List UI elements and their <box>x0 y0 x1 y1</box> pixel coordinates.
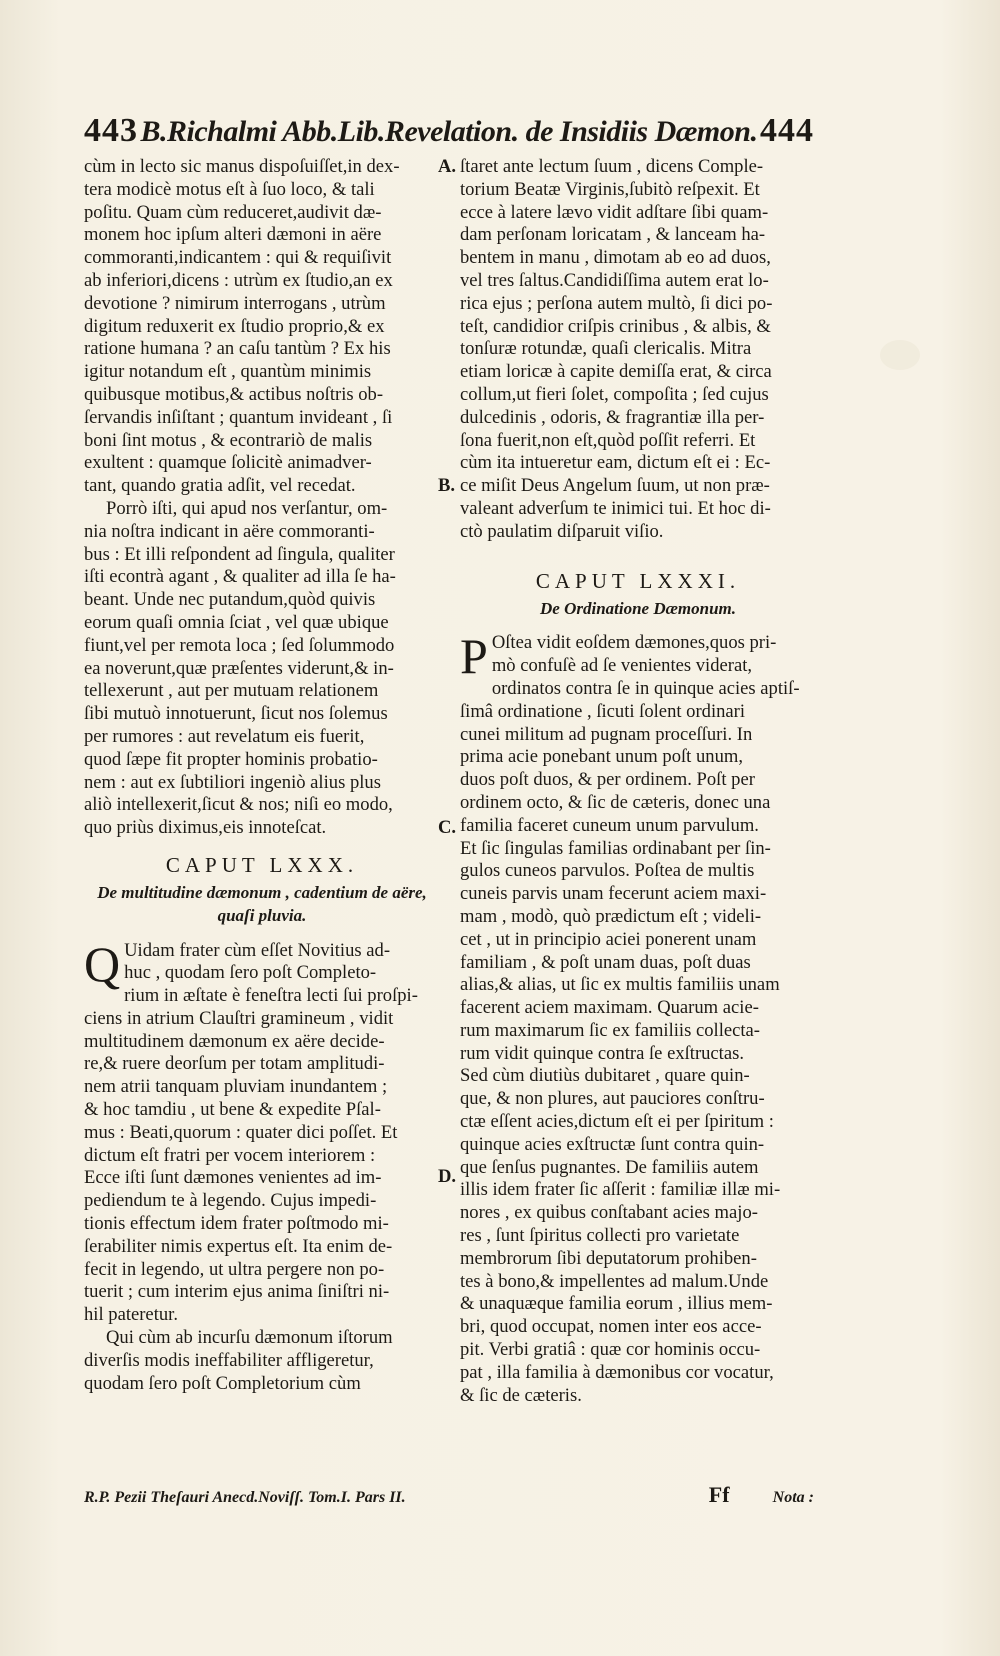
text-line: rum vidit quinque contra ſe exſtructas. <box>460 1042 744 1064</box>
text-line: ce miſit Deus Angelum ſuum, ut non præ- <box>460 475 770 497</box>
spacer <box>460 544 816 556</box>
text-line: duos poſt duos, & per ordinem. Poſt per <box>460 769 755 791</box>
text-line: fiunt,vel per remota loca ; ſed ſolummodo <box>84 634 395 656</box>
text-line: igitur notandum eſt , quantùm minimis <box>84 361 372 383</box>
text-line: beant. Unde nec putandum,quòd quivis <box>84 589 376 611</box>
left-column <box>84 156 440 1395</box>
text-line: Oſtea vidit eoſdem dæmones,quos pri- <box>491 632 777 654</box>
text-line: Sed cùm diutiùs dubitaret , quare quin- <box>460 1065 750 1087</box>
spacer <box>460 620 816 632</box>
text-line: rium in æſtate è feneſtra lecti ſui proſpi- <box>124 985 418 1007</box>
text-line: bus : Et illi reſpondent ad ſingula, qualiter <box>84 543 395 565</box>
text-line: digitum reduxerit ex ſtudio proprio,& ex <box>84 315 385 337</box>
text-line: bri, quod occupat, nomen inter eos acce- <box>460 1316 762 1338</box>
text-line: tuerit ; cum interim ejus anima ſiniſtri ni- <box>84 1281 390 1303</box>
text-line: nia noſtra indicant in aëre commoranti- <box>84 520 375 542</box>
margin-marker-c: C. <box>438 817 457 838</box>
text-line: ea noverunt,quæ præſentes viderunt,& in- <box>84 657 394 679</box>
text-line: ordinatos contra ſe in quinque acies aptiſ- <box>491 677 800 699</box>
text-line: Et ſic ſingulas familias ordinabant per ſin- <box>460 837 771 859</box>
text-line: nores , ex quibus conſtabant acies majo- <box>460 1202 758 1224</box>
text-line: poſitu. Quam cùm reduceret,audivit dæ- <box>84 201 382 223</box>
text-line: diverſis modis ineffabiliter affligeretur, <box>84 1349 374 1371</box>
margin-marker-d: D. <box>438 1166 457 1187</box>
text-line: alias,& alias, ut ſic ex multis familiis unam <box>460 974 780 996</box>
text-line: ſimâ ordinatione , ſicuti ſolent ordinari <box>460 700 746 722</box>
text-line: ordinem octo, & ſic de cæteris, donec una <box>460 791 771 813</box>
text-line: quo priùs diximus,eis innoteſcat. <box>84 817 327 839</box>
text-line: ſerabiliter nimis expertus eſt. Ita enim de- <box>84 1235 393 1257</box>
text-line: ſona fuerit,non eſt,quòd poſſit referri. Et <box>460 429 756 451</box>
text-line: monem hoc ipſum alteri dæmoni in aëre <box>84 224 382 246</box>
text-line: boni ſint motus , & econtrariò de malis <box>84 429 373 451</box>
text-line: ecce à latere lævo vidit adſtare ſibi quam- <box>460 201 769 223</box>
drop-cap: Q <box>84 935 121 992</box>
text-line: & hoc tamdiu , ut bene & expedite Pſal- <box>84 1099 381 1121</box>
text-line: ab inferiori,dicens : utrùm ex ſtudio,an ex <box>84 269 393 291</box>
text-line: ratione humana ? an caſu tantùm ? Ex his <box>84 338 391 360</box>
text-line: mam , modò, quò prædictum eſt ; videli- <box>460 905 762 927</box>
text-line: & ſic de cæteris. <box>460 1384 582 1406</box>
page-number-left: 443 <box>84 112 138 149</box>
text-line: gulos cuneos parvulos. Poſtea de multis <box>460 860 755 882</box>
text-line: huc , quodam ſero poſt Completo- <box>124 962 377 984</box>
text-line: valeant adverſum te inimici tui. Et hoc di- <box>460 497 771 519</box>
text-line: tant, quando gratia adſit, vel recedat. <box>84 475 356 497</box>
chapter-subtitle: De Ordinatione Dæmonum. <box>540 598 736 618</box>
drop-cap: P <box>460 628 488 685</box>
text-line: familia faceret cuneum unum parvulum. <box>460 814 759 836</box>
text-line: etiam loricæ à capite demiſſa erat, & circa <box>460 361 772 383</box>
text-line: prima acie ponebant unum poſt unum, <box>460 746 743 768</box>
text-line: ctò paulatim diſparuit viſio. <box>460 520 664 542</box>
text-line: ciens in atrium Clauſtri gramineum , vidit <box>84 1007 394 1029</box>
text-line: teſt, candidior criſpis crinibus , & albis, & <box>460 315 771 337</box>
text-line: tionis effectum idem frater poſtmodo mi- <box>84 1213 389 1235</box>
signature-mark: Ff <box>708 1482 730 1507</box>
page-number-right: 444 <box>759 112 814 149</box>
text-line: pit. Verbi gratiâ : quæ cor hominis occu- <box>460 1339 761 1361</box>
chapter-subtitle: quaſi pluvia. <box>217 905 307 925</box>
text-line: tes à bono,& impellentes ad malum.Unde <box>460 1270 769 1292</box>
text-line: membrorum ſibi deputatorum prohiben- <box>460 1247 757 1269</box>
text-line: vel tres ſaltus.Candidiſſima autem erat lo- <box>460 269 769 291</box>
right-column <box>460 156 816 1407</box>
text-line: per rumores : aut revelatum eis fuerit, <box>84 725 365 747</box>
chapter-heading: CAPUT LXXX. <box>165 852 359 877</box>
text-line: tellexerunt , aut per mutuam relationem <box>84 680 379 702</box>
text-line: rum maximarum ſic ex familiis collecta- <box>460 1019 760 1041</box>
text-line: Qui cùm ab incurſu dæmonum iſtorum <box>106 1327 393 1349</box>
text-line: re,& ruere deorſum per totam amplitudi- <box>84 1053 385 1075</box>
chapter-heading: CAPUT LXXXI. <box>535 568 741 593</box>
text-line: mò confuſè ad ſe venientes viderat, <box>491 655 753 677</box>
text-line: eorum quaſi omnia ſciat , vel quæ ubique <box>84 611 389 633</box>
text-line: tonſuræ rotundæ, quaſi clericalis. Mitra <box>460 338 752 360</box>
text-line: ſibi mutuò innotuerunt, ſicut nos ſolemus <box>84 703 388 725</box>
text-line: ctæ eſſent acies,dictum eſt ei per ſpiritum : <box>460 1111 774 1133</box>
text-line: Porrò iſti, qui apud nos verſantur, om- <box>106 497 388 519</box>
footer-source: R.P. Pezii Theſauri Anecd.Noviſſ. Tom.I. Pars II. <box>84 1489 406 1506</box>
margin-marker-b: B. <box>438 475 456 496</box>
page-header <box>84 112 814 156</box>
text-line: mus : Beati,quorum : quater dici poſſet. Et <box>84 1121 398 1143</box>
text-line: aliò intellexerit,ſicut & nos; niſi eo modo, <box>84 794 393 816</box>
text-line: devotione ? nimirum interrogans , utrùm <box>84 292 386 314</box>
text-line: & unaquæque familia eorum , illius mem- <box>460 1293 773 1315</box>
text-line: tera modicè motus eſt à ſuo loco, & tali <box>84 178 375 200</box>
text-line: cùm ita intueretur eam, dictum eſt ei : Ec- <box>460 452 771 474</box>
text-line: torium Beatæ Virginis,ſubitò reſpexit. Et <box>460 178 760 200</box>
text-line: dam perſonam loricatam , & lanceam ha- <box>460 224 766 246</box>
text-line: rica ejus ; perſona autem multò, ſi dici po- <box>460 292 773 314</box>
text-line: quodam ſero poſt Completorium cùm <box>84 1372 361 1394</box>
text-line: ſtaret ante lectum ſuum , dicens Comple- <box>460 156 764 177</box>
text-line: quod ſæpe fit propter hominis probatio- <box>84 748 378 770</box>
text-line: Uidam frater cùm eſſet Novitius ad- <box>124 939 391 961</box>
text-line: nem atrii tanquam pluviam inundantem ; <box>84 1076 388 1098</box>
text-line: dictum eſt fratri per vocem interiorem : <box>84 1144 376 1166</box>
text-line: familiam , & poſt unam duas, poſt duas <box>460 951 751 973</box>
text-line: cuneis parvis unam fecerunt aciem maxi- <box>460 883 767 905</box>
margin-marker-a: A. <box>438 156 457 177</box>
text-line: cùm in lecto sic manus dispoſuiſſet,in dex- <box>84 156 400 177</box>
text-line: quinque acies exſtructæ ſunt contra quin- <box>460 1133 765 1155</box>
spacer <box>84 928 440 940</box>
text-line: que ſenſus pugnantes. De familiis autem <box>460 1156 759 1178</box>
text-line: bentem in manu , dimotam ab eo ad duos, <box>460 247 771 269</box>
text-line: res , ſunt ſpiritus collecti pro varietate <box>460 1225 740 1247</box>
text-line: iſti econtrà agant , & qualiter ad illa ſe ha- <box>84 566 396 588</box>
text-line: hil pateretur. <box>84 1304 178 1326</box>
catchword: Nota : <box>772 1489 814 1506</box>
text-line: facerent aciem maximam. Quarum acie- <box>460 997 759 1019</box>
text-line: ſervandis inſiſtant ; quantum invideant , ſi <box>84 406 393 428</box>
text-line: commoranti,indicantem : qui & requiſivit <box>84 247 392 269</box>
running-title: B.Richalmi Abb.Lib.Revelation. de Insidiis Dæmon. <box>140 115 758 148</box>
text-line: Ecce iſti ſunt dæmones venientes ad im- <box>84 1167 382 1189</box>
text-line: pediendum te à legendo. Cujus impedi- <box>84 1190 377 1212</box>
page-footer <box>84 1482 814 1506</box>
text-line: cet , ut in principio aciei ponerent unam <box>460 928 757 950</box>
text-line: que, & non plures, aut pauciores conſtru- <box>460 1088 765 1110</box>
text-line: exultent : quamque ſolicitè animadver- <box>84 452 372 474</box>
text-line: pat , illa familia à dæmonibus cor vocatur, <box>460 1361 774 1383</box>
text-line: quibusque motibus,& actibus noſtris ob- <box>84 383 384 405</box>
text-line: illis idem frater ſic aſſerit : familiæ illæ mi- <box>460 1179 781 1201</box>
text-line: dulcedinis , odoris, & fragrantiæ illa per- <box>460 406 765 428</box>
text-line: cunei militum ad pugnam proceſſuri. In <box>460 723 753 745</box>
text-line: collum,ut fieri ſolet, compoſita ; ſed cujus <box>460 383 769 405</box>
paper-stain <box>880 340 920 370</box>
text-line: multitudinem dæmonum ex aëre decide- <box>84 1030 385 1052</box>
text-line: fecit in legendo, ut ultra pergere non po- <box>84 1258 385 1280</box>
text-line: nem : aut ex ſubtiliori ingeniò alius plus <box>84 771 381 793</box>
chapter-subtitle: De multitudine dæmonum , cadentium de aëre, <box>97 882 427 902</box>
